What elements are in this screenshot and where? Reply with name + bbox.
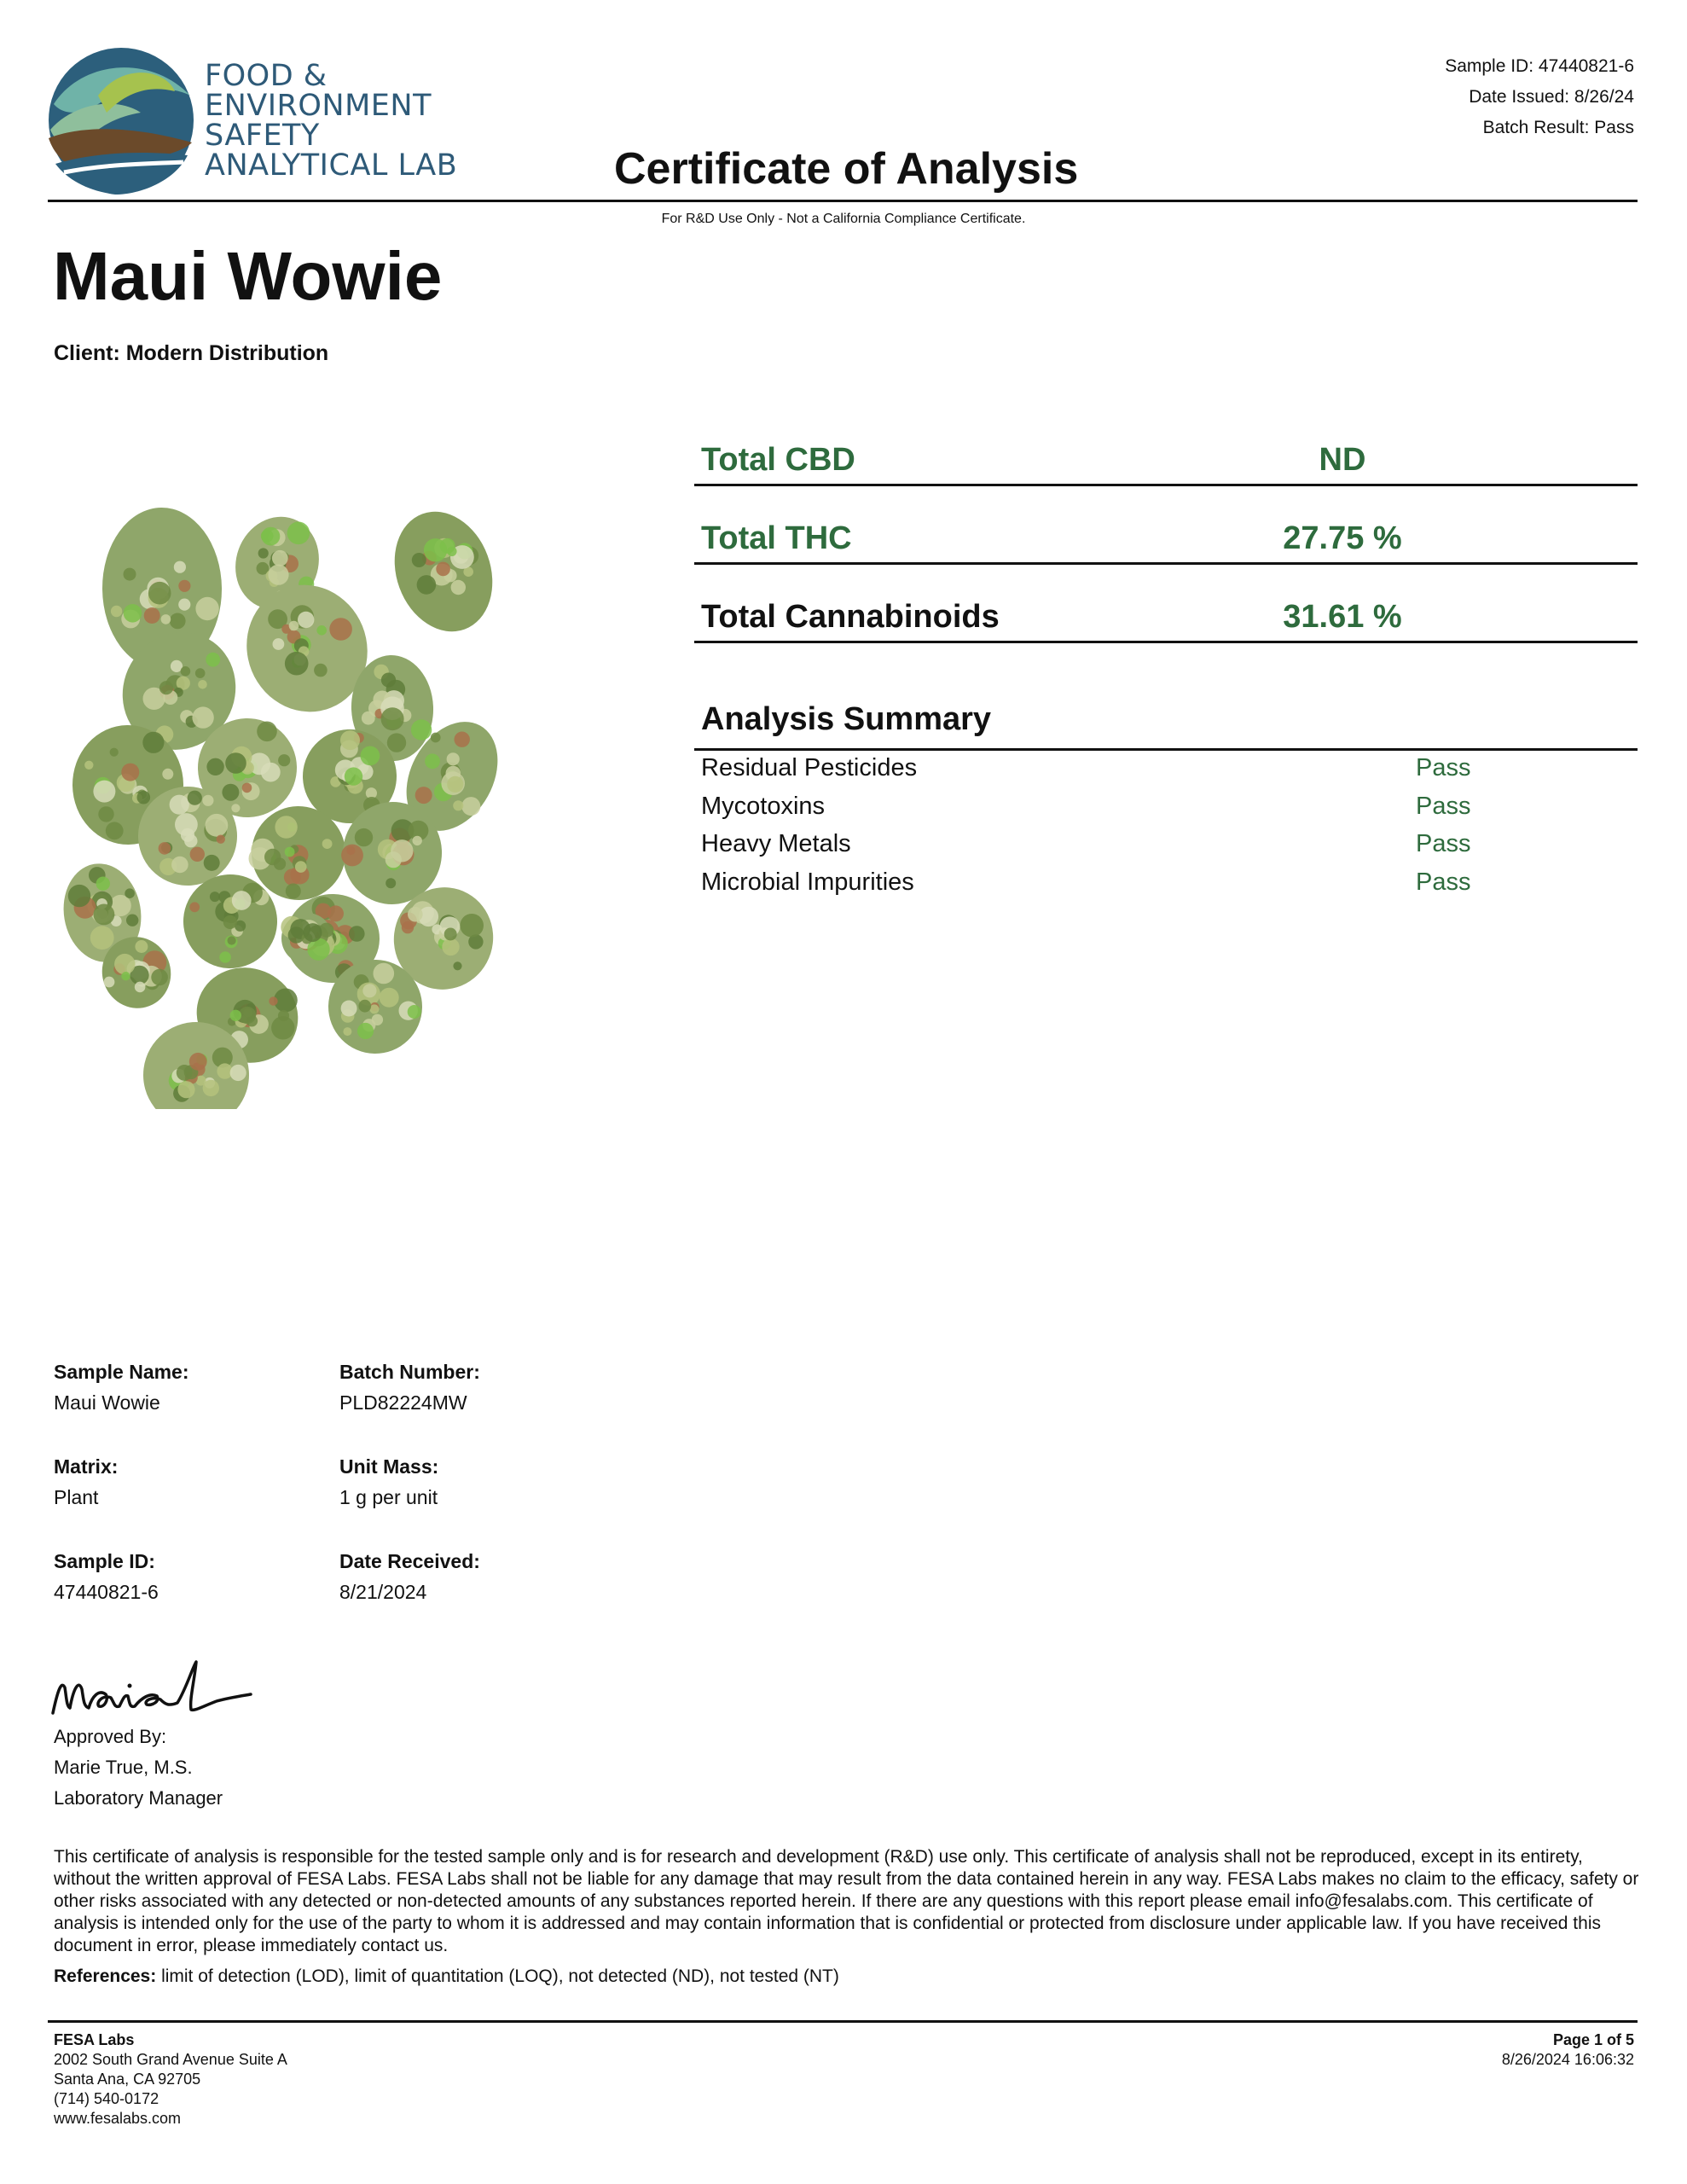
meta-date-issued: Date Issued: 8/26/24: [1469, 87, 1634, 107]
total-thc-row: [694, 486, 1638, 565]
summary-test-result: Pass: [1416, 792, 1471, 820]
rd-use-note: For R&D Use Only - Not a California Compliance Certificate.: [661, 212, 1026, 226]
total-cbd-value: ND: [1319, 442, 1366, 478]
summary-divider: [694, 748, 1638, 751]
cannabis-buds-image: [51, 495, 563, 1109]
total-thc-value: 27.75 %: [1283, 520, 1402, 556]
matrix-field: [54, 1453, 118, 1514]
analysis-summary-title: Analysis Summary: [701, 701, 992, 737]
footer-company: FESA Labs: [54, 2031, 135, 2048]
batch-number-field: [339, 1358, 480, 1420]
total-cannabinoids-value: 31.61 %: [1283, 599, 1402, 635]
matrix-value: Plant: [54, 1486, 99, 1508]
total-thc-label: Total THC: [701, 520, 852, 556]
approver-signature: [49, 1655, 254, 1723]
footer-timestamp: 8/26/2024 16:06:32: [1501, 2051, 1634, 2068]
footer-page-info: [1502, 2030, 1634, 2070]
summary-test-name: Microbial Impurities: [701, 868, 914, 896]
approver-name: Marie True, M.S.: [54, 1757, 193, 1778]
logo-text-line: SAFETY: [205, 119, 320, 153]
sample-name-field: [54, 1358, 189, 1420]
bud-shape: [379, 497, 509, 645]
certificate-title: Certificate of Analysis: [614, 144, 1079, 194]
meta-sample-id: Sample ID: 47440821-6: [1445, 56, 1634, 76]
references-label: References:: [54, 1966, 157, 1986]
product-photo: [51, 495, 563, 1109]
batch-number-label: Batch Number:: [339, 1361, 480, 1383]
logo-text-line: ENVIRONMENT: [205, 89, 432, 123]
footer-address-line: 2002 South Grand Avenue Suite A: [54, 2051, 287, 2068]
unit-mass-label: Unit Mass:: [339, 1455, 439, 1478]
logo-text-line: ANALYTICAL LAB: [205, 148, 458, 183]
analysis-summary-list: [701, 752, 1638, 904]
summary-test-name: Residual Pesticides: [701, 754, 918, 781]
references-text: limit of detection (LOD), limit of quantitation (LOQ), not detected (ND), not tested (NT): [156, 1966, 839, 1986]
summary-test-result: Pass: [1416, 754, 1471, 781]
matrix-label: Matrix:: [54, 1455, 119, 1478]
summary-row: [701, 752, 1638, 791]
footer-address: [54, 2030, 287, 2129]
document-meta: [1445, 51, 1634, 143]
sample-id-field: [54, 1548, 159, 1609]
signature-icon: [49, 1655, 254, 1723]
summary-row: [701, 828, 1638, 867]
batch-number-value: PLD82224MW: [339, 1391, 467, 1414]
sample-id-label: Sample ID:: [54, 1550, 155, 1572]
total-cbd-label: Total CBD: [701, 442, 855, 478]
sample-name-value: Maui Wowie: [54, 1391, 160, 1414]
summary-test-name: Mycotoxins: [701, 792, 826, 820]
summary-row: [701, 791, 1638, 829]
total-cannabinoids-label: Total Cannabinoids: [701, 599, 1000, 635]
product-title: Maui Wowie: [53, 238, 443, 314]
references-note: [54, 1966, 839, 1987]
date-received-value: 8/21/2024: [339, 1581, 427, 1603]
footer-address-line: Santa Ana, CA 92705: [54, 2071, 201, 2088]
unit-mass-field: [339, 1453, 438, 1514]
page-number: Page 1 of 5: [1552, 2031, 1634, 2048]
summary-test-name: Heavy Metals: [701, 830, 851, 857]
total-cbd-row: [694, 408, 1638, 486]
summary-row: [701, 867, 1638, 905]
total-cannabinoids-row: [694, 565, 1638, 643]
date-received-field: [339, 1548, 480, 1609]
logo-text-line: FOOD &: [205, 59, 328, 93]
footer-divider: [48, 2020, 1638, 2023]
disclaimer-text: This certificate of analysis is responsible for the tested sample only and is for research and development (R&D) use only. This certificate of analysis shall not be reproduced, except in its entirety, without the written approval of FESA Labs. FESA Labs shall not be liable for any damage that may result from the data contained herein in any way. FESA Labs makes no claim to the efficacy, safety or other risks associated with any detected or non-detected amounts of any substances reported herein. If there are any questions with this report please email info@fesalabs.com. This certificate of analysis is intended only for the use of the party to whom it is addressed and may contain information that is confidential or protected from disclosure under applicable law. If you have received this document in error, please immediately contact us.: [54, 1847, 1639, 1955]
approval-block: [54, 1722, 223, 1814]
summary-test-result: Pass: [1416, 830, 1471, 857]
footer-phone: (714) 540-0172: [54, 2090, 159, 2107]
approved-by-label: Approved By:: [54, 1726, 167, 1747]
client-name: Client: Modern Distribution: [54, 341, 329, 365]
date-received-label: Date Received:: [339, 1550, 480, 1572]
summary-test-result: Pass: [1416, 868, 1471, 896]
lab-logo: [47, 44, 465, 196]
footer-website[interactable]: www.fesalabs.com: [54, 2110, 182, 2127]
header-divider: [48, 200, 1638, 202]
meta-batch-result: Batch Result: Pass: [1482, 118, 1634, 137]
logo-emblem-icon: [47, 44, 196, 196]
approver-title: Laboratory Manager: [54, 1787, 223, 1809]
sample-id-value: 47440821-6: [54, 1581, 159, 1603]
unit-mass-value: 1 g per unit: [339, 1486, 438, 1508]
sample-name-label: Sample Name:: [54, 1361, 189, 1383]
